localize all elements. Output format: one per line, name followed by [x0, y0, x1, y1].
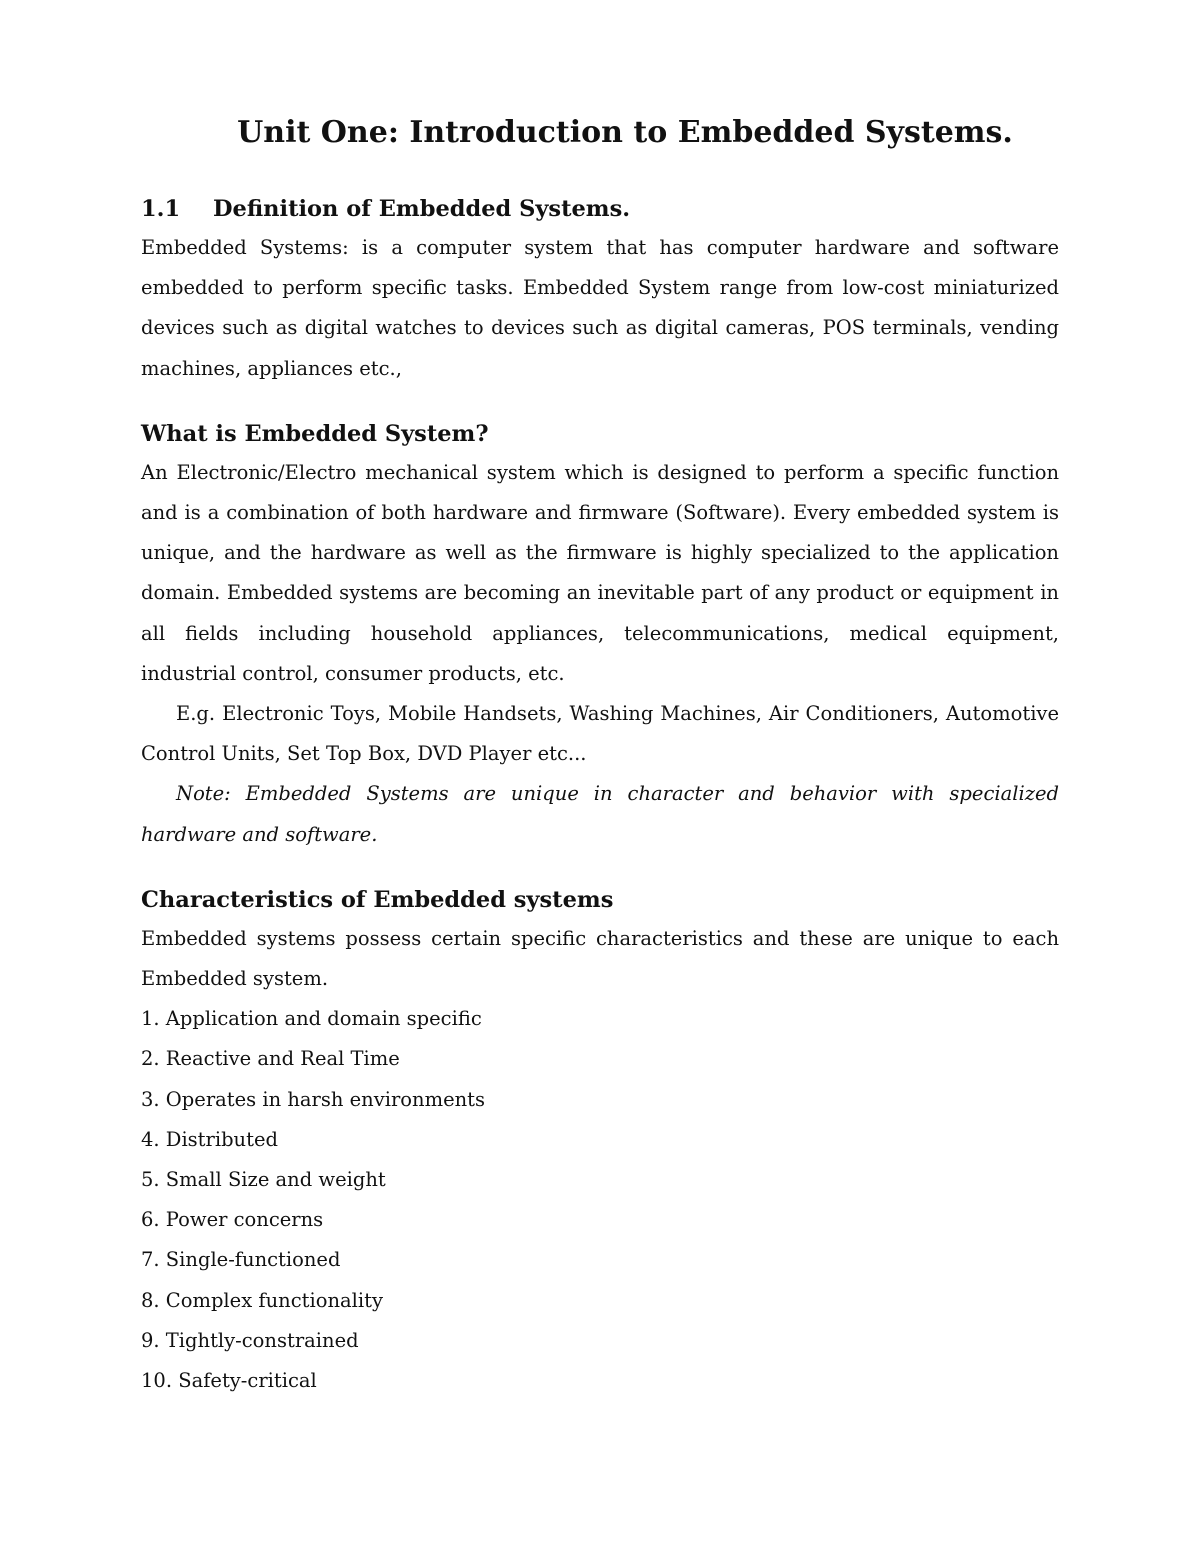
definition-paragraph: Embedded Systems: is a computer system that has computer hardware and software embedded to perform specific tasks. Embedded System range from low-cost miniaturized devices such as digital watches to devices such as digital cameras, POS terminals, vending machines, appliances etc.,: [141, 236, 1059, 380]
what-is-heading: What is Embedded System?: [141, 420, 489, 447]
list-item: 8. Complex functionality: [141, 1288, 383, 1312]
characteristics-heading: Characteristics of Embedded systems: [141, 886, 614, 913]
page-title: Unit One: Introduction to Embedded Systems.: [237, 115, 1013, 150]
list-item: 1. Application and domain specific: [141, 1007, 482, 1031]
list-item: 2. Reactive and Real Time: [141, 1047, 400, 1071]
list-item: 7. Single-functioned: [141, 1248, 341, 1272]
characteristics-list: [141, 999, 1059, 1401]
list-item: 5. Small Size and weight: [141, 1168, 386, 1192]
characteristics-intro: Embedded systems possess certain specific characteristics and these are unique to each Embedded system.: [141, 926, 1059, 991]
what-is-paragraph: An Electronic/Electro mechanical system which is designed to perform a specific function and is a combination of both hardware and firmware (Software). Every embedded system is unique, and the hardware as well as the firmware is highly specialized to the application domain. Embedded systems are becoming an inevitable part of any product or equipment in all fields including household appliances, telecommunications, medical equipment, industrial control, consumer products, etc.: [141, 460, 1059, 685]
list-item: 10. Safety-critical: [141, 1369, 317, 1393]
section-title: Definition of Embedded Systems.: [213, 196, 631, 222]
section-1-1-heading: [141, 190, 1059, 228]
section-number: 1.1: [141, 196, 181, 222]
list-item: 4. Distributed: [141, 1127, 278, 1151]
list-item: 3. Operates in harsh environments: [141, 1087, 486, 1111]
examples-paragraph: E.g. Electronic Toys, Mobile Handsets, Washing Machines, Air Conditioners, Automotive Control Units, Set Top Box, DVD Player etc...: [141, 702, 1059, 766]
document-content: [141, 110, 1059, 1401]
list-item: 6. Power concerns: [141, 1208, 324, 1232]
note-paragraph: Note: Embedded Systems are unique in character and behavior with specialized hardware and software.: [141, 782, 1059, 846]
list-item: 9. Tightly-constrained: [141, 1328, 359, 1352]
